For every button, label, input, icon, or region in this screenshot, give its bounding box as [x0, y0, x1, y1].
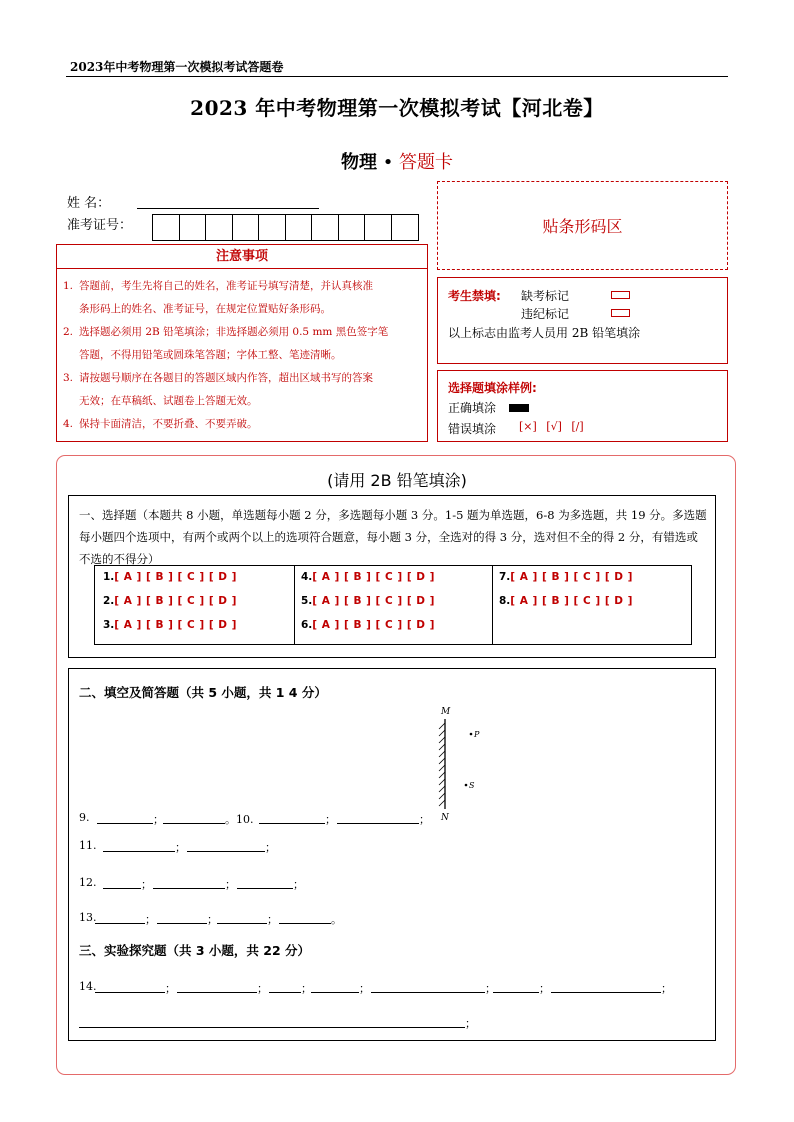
q13-end: 。 [331, 913, 342, 926]
id-cell[interactable] [153, 215, 180, 240]
q14-end: ； [465, 1017, 476, 1030]
violation-mark-label: 违纪标记 [521, 307, 570, 321]
sample-box [437, 370, 728, 442]
correct-fill-sample [509, 404, 529, 412]
q9-label: 9. [79, 811, 90, 824]
diagram-label-p: P [474, 730, 480, 739]
barcode-label: 贴条形码区 [542, 217, 623, 236]
diagram-label-s: S [469, 781, 475, 790]
violation-mark-box[interactable] [611, 309, 630, 317]
name-field[interactable] [137, 208, 319, 209]
forbidden-box [437, 277, 728, 364]
notice-item-cont: 条形码上的姓名、准考证号，在规定位置贴好条形码。 [79, 303, 331, 315]
q13-blank-3[interactable] [217, 923, 267, 924]
q10-label: 。10. [225, 813, 254, 826]
fill-section-title: 二、填空及简答题（共 5 小题，共 1 4 分） [79, 685, 327, 700]
q14-label: 14. [79, 980, 97, 993]
notice-item: 3. 请按题号顺序在各题目的答题区域内作答，超出区域书写的答案 [63, 372, 373, 384]
exam-id-grid[interactable] [152, 214, 419, 241]
diagram-label-m: M [441, 707, 451, 717]
id-cell[interactable] [312, 215, 339, 240]
subtitle-separator: • [376, 152, 400, 173]
notice-item: 1. 答题前，考生先将自己的姓名，准考证号填写清楚，并认真核准 [63, 280, 373, 292]
absent-mark-box[interactable] [611, 291, 630, 299]
q10-end: ； [419, 813, 430, 826]
q13-blank-4[interactable] [279, 923, 331, 924]
q10-blank-1[interactable] [259, 823, 325, 824]
q11-blank-2[interactable] [187, 851, 265, 852]
notice-title: 注意事项 [57, 245, 427, 269]
q10-sep: ； [325, 813, 336, 826]
page-title: 2023 年中考物理第一次模拟考试【河北卷】 [190, 96, 604, 120]
q14-blank-4[interactable] [311, 992, 359, 993]
point-s [465, 784, 468, 787]
mirror-diagram [431, 705, 491, 823]
q9-blank-2[interactable] [163, 823, 225, 824]
q14-blank-6[interactable] [493, 992, 539, 993]
mc-answer-grid [94, 565, 692, 645]
wrong-label: 错误填涂 [448, 422, 497, 436]
mc-question-5[interactable]: 5.[ A ] [ B ] [ C ] [ D ] [301, 595, 435, 607]
id-cell[interactable] [233, 215, 260, 240]
q14-sep-7: ； [661, 982, 672, 995]
sample-title: 选择题填涂样例: [448, 381, 537, 395]
q12-label: 12. [79, 876, 97, 889]
mc-question-7[interactable]: 7.[ A ] [ B ] [ C ] [ D ] [499, 571, 633, 583]
subtitle-subject: 物理 [340, 152, 377, 173]
mc-question-4[interactable]: 4.[ A ] [ B ] [ C ] [ D ] [301, 571, 435, 583]
q13-blank-2[interactable] [157, 923, 207, 924]
q12-blank-2[interactable] [153, 888, 225, 889]
mc-instructions: 一、选择题（本题共 8 小题，单选题每小题 2 分，多选题每小题 3 分。1-5 题为单选题，6-8 为多选题，共 19 分。多选题每小题四个选项中，有两个或两个以上的选项符合题意，每小题 3 分，全选对的得 3 分，选对但不全的得 2 分，有错选或不选的不得分） [79, 508, 707, 566]
q14-blank-5[interactable] [371, 992, 485, 993]
q13-sep-2: ； [207, 913, 218, 926]
q13-blank-1[interactable] [95, 923, 145, 924]
notice-box [56, 244, 428, 442]
q11-blank-1[interactable] [103, 851, 175, 852]
point-p [470, 733, 473, 736]
q13-label: 13. [79, 911, 97, 924]
notice-item: 4. 保持卡面清洁，不要折叠、不要弄破。 [63, 418, 258, 430]
pencil-note: (请用 2B 铅笔填涂) [327, 471, 467, 490]
subtitle [0, 148, 794, 174]
q12-end: ； [293, 878, 304, 891]
wrong-marks: [×] [√] [/] [519, 420, 584, 433]
q12-sep-1: ； [141, 878, 152, 891]
q11-label: 11. [79, 839, 97, 852]
barcode-area [437, 181, 728, 270]
exam-id-label: 准考证号： [67, 218, 133, 233]
q14-blank-7[interactable] [551, 992, 661, 993]
correct-label: 正确填涂 [448, 401, 497, 415]
id-cell[interactable] [339, 215, 366, 240]
notice-item: 2. 选择题必须用 2B 铅笔填涂；非选择题必须用 0.5 mm 黑色签字笔 [63, 326, 389, 338]
running-header: 2023年中考物理第一次模拟考试答题卷 [70, 60, 284, 74]
id-cell[interactable] [365, 215, 392, 240]
mc-question-6[interactable]: 6.[ A ] [ B ] [ C ] [ D ] [301, 619, 435, 631]
q12-blank-3[interactable] [237, 888, 293, 889]
forbidden-note: 以上标志由监考人员用 2B 铅笔填涂 [448, 326, 641, 340]
experiment-section-title: 三、实验探究题（共 3 小题，共 22 分） [79, 943, 311, 958]
notice-item-cont: 无效；在草稿纸、试题卷上答题无效。 [79, 395, 258, 407]
q14-blank-2[interactable] [177, 992, 257, 993]
id-cell[interactable] [259, 215, 286, 240]
q12-sep-2: ； [225, 878, 236, 891]
id-cell[interactable] [286, 215, 313, 240]
fill-in-section [68, 668, 716, 1041]
q14-sep-6: ； [539, 982, 550, 995]
q9-blank-1[interactable] [97, 823, 153, 824]
id-cell[interactable] [392, 215, 419, 240]
header-rule [66, 76, 728, 77]
q14-blank-8[interactable] [79, 1027, 465, 1028]
q14-blank-1[interactable] [95, 992, 165, 993]
notice-item-cont: 答题，不得用铅笔或圆珠笔答题；字体工整、笔迹清晰。 [79, 349, 342, 361]
multiple-choice-section [68, 495, 716, 658]
absent-mark-label: 缺考标记 [521, 289, 570, 303]
mc-question-3[interactable]: 3.[ A ] [ B ] [ C ] [ D ] [103, 619, 237, 631]
mirror-hatching [439, 723, 445, 806]
diagram-label-n: N [441, 813, 449, 823]
q13-sep-3: ； [267, 913, 278, 926]
mc-question-1[interactable]: 1.[ A ] [ B ] [ C ] [ D ] [103, 571, 237, 583]
q14-sep-2: ； [257, 982, 268, 995]
q14-blank-3[interactable] [269, 992, 301, 993]
q11-sep: ； [175, 841, 186, 854]
subtitle-card: 答题卡 [399, 152, 454, 173]
id-cell[interactable] [180, 215, 207, 240]
name-label: 姓 名： [67, 196, 111, 211]
mc-question-2[interactable]: 2.[ A ] [ B ] [ C ] [ D ] [103, 595, 237, 607]
notice-list [63, 275, 425, 436]
q13-sep-1: ； [145, 913, 156, 926]
q12-blank-1[interactable] [103, 888, 141, 889]
q14-sep-1: ； [165, 982, 176, 995]
q14-sep-4: ； [359, 982, 370, 995]
forbidden-title: 考生禁填: [448, 289, 501, 303]
q9-sep: ； [153, 813, 164, 826]
q11-end: ； [265, 841, 276, 854]
q10-blank-2[interactable] [337, 823, 419, 824]
id-cell[interactable] [206, 215, 233, 240]
mc-question-8[interactable]: 8.[ A ] [ B ] [ C ] [ D ] [499, 595, 633, 607]
q14-sep-5: ； [485, 982, 496, 995]
q14-sep-3: ； [301, 982, 312, 995]
